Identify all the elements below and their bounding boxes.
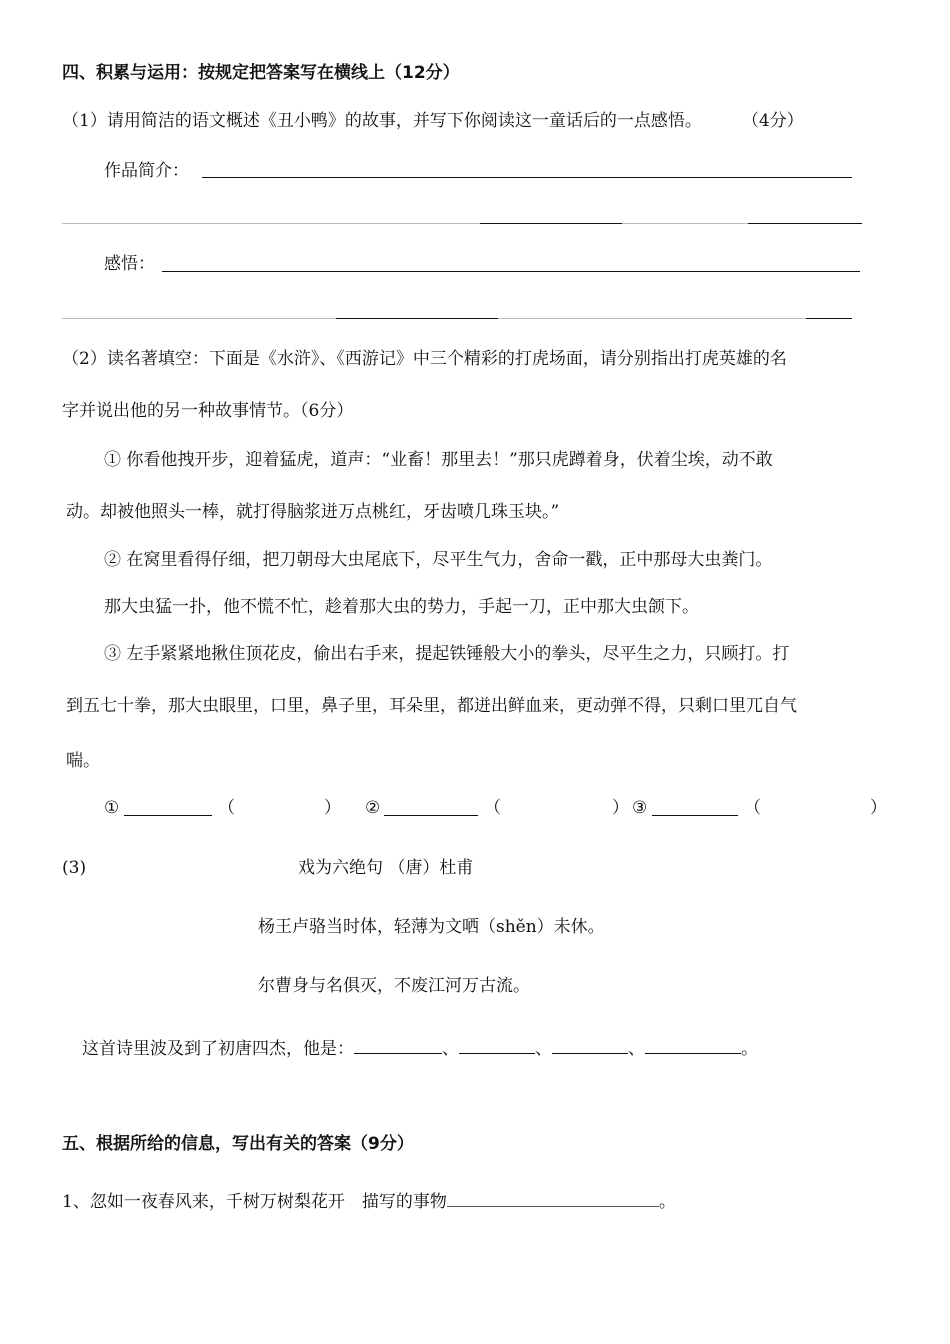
s5-q1	[62, 1191, 676, 1213]
poet-blank-1[interactable]	[354, 1039, 442, 1054]
answer-blank-2[interactable]	[384, 815, 478, 816]
q3-question	[82, 1038, 758, 1060]
poet-blank-3[interactable]	[552, 1039, 628, 1054]
paren-close-3: ）	[870, 798, 887, 818]
q3-label: (3)	[62, 858, 87, 878]
summary-answer-line-2b[interactable]	[480, 223, 622, 224]
poem-line-2: 尔曹身与名俱灭，不废江河万古流。	[258, 976, 530, 996]
passage2-line2: 那大虫猛一扑，他不慌不忙，趁着那大虫的势力，手起一刀，正中那大虫颌下。	[104, 597, 699, 617]
paren-close-2: ）	[612, 798, 629, 818]
paren-open-3: （	[744, 798, 761, 818]
paren-close-1: ）	[324, 798, 341, 818]
summary-answer-line-2c[interactable]	[622, 223, 748, 224]
paren-open-1: （	[218, 798, 235, 818]
answer-blank-3[interactable]	[652, 815, 738, 816]
section5-heading: 五、根据所给的信息，写出有关的答案（9分）	[62, 1134, 414, 1154]
poet-blank-2[interactable]	[459, 1039, 535, 1054]
s5-q1-blank[interactable]	[447, 1192, 659, 1207]
separator-3: 、	[628, 1039, 645, 1059]
q1-prompt	[62, 110, 804, 132]
poem-title: 戏为六绝句 （唐）杜甫	[298, 858, 474, 878]
summary-answer-line-2a[interactable]	[62, 223, 482, 224]
insight-answer-line-2d[interactable]	[806, 318, 852, 319]
passage3-line1: ③ 左手紧紧地揪住顶花皮，偷出右手来，提起铁锤般大小的拳头，尽平生之力，只顾打。打	[104, 644, 790, 664]
summary-answer-line-1[interactable]	[202, 177, 852, 178]
paren-open-2: （	[484, 798, 501, 818]
s5-q1-end: 。	[658, 1192, 676, 1212]
insight-answer-line-2c[interactable]	[498, 318, 806, 319]
insight-answer-line-2a[interactable]	[62, 318, 336, 319]
insight-label: 感悟：	[104, 254, 155, 274]
poet-blank-4[interactable]	[645, 1039, 741, 1054]
insight-answer-line-2b[interactable]	[336, 318, 498, 319]
passage3-line2: 到五七十拳，那大虫眼里，口里，鼻子里，耳朵里，都迸出鲜血来，更动弹不得，只剩口里兀自气	[66, 696, 797, 716]
passage1-line2: 动。却被他照头一棒，就打得脑浆迸万点桃红，牙齿喷几珠玉块。”	[66, 502, 560, 522]
summary-answer-line-2d[interactable]	[748, 223, 862, 224]
separator-2: 、	[535, 1039, 552, 1059]
q3-question-text: 这首诗里波及到了初唐四杰，他是：	[82, 1039, 354, 1059]
answer-mark-1: ①	[104, 798, 120, 818]
answer-mark-3: ③	[632, 798, 648, 818]
q2-prompt-line2: 字并说出他的另一种故事情节。（6分）	[62, 401, 354, 421]
poem-line-1: 杨王卢骆当时体，轻薄为文哂（shěn）未休。	[258, 917, 605, 937]
s5-q1-text: 1、忽如一夜春风来，千树万树梨花开 描写的事物	[62, 1192, 447, 1212]
passage2-line1: ② 在窝里看得仔细，把刀朝母大虫尾底下，尽平生气力，舍命一戳，正中那母大虫粪门。	[104, 550, 773, 570]
summary-label: 作品简介：	[104, 161, 189, 181]
answer-blank-1[interactable]	[124, 815, 212, 816]
q1-prompt-text: （1）请用简洁的语文概述《丑小鸭》的故事，并写下你阅读这一童话后的一点感悟。	[62, 111, 702, 131]
passage3-line3: 喘。	[66, 751, 100, 771]
separator-1: 、	[442, 1039, 459, 1059]
section4-heading: 四、积累与运用：按规定把答案写在横线上（12分）	[62, 63, 460, 83]
passage1-line1: ① 你看他拽开步，迎着猛虎，道声：“业畜！那里去！”那只虎蹲着身，伏着尘埃，动不敢	[104, 450, 773, 470]
q2-prompt-line1: （2）读名著填空：下面是《水浒》、《西游记》中三个精彩的打虎场面，请分别指出打虎英雄的名	[62, 349, 787, 369]
q1-points: （4分）	[741, 111, 804, 131]
insight-answer-line-1[interactable]	[162, 271, 860, 272]
answer-mark-2: ②	[365, 798, 381, 818]
q3-end: 。	[741, 1039, 758, 1059]
